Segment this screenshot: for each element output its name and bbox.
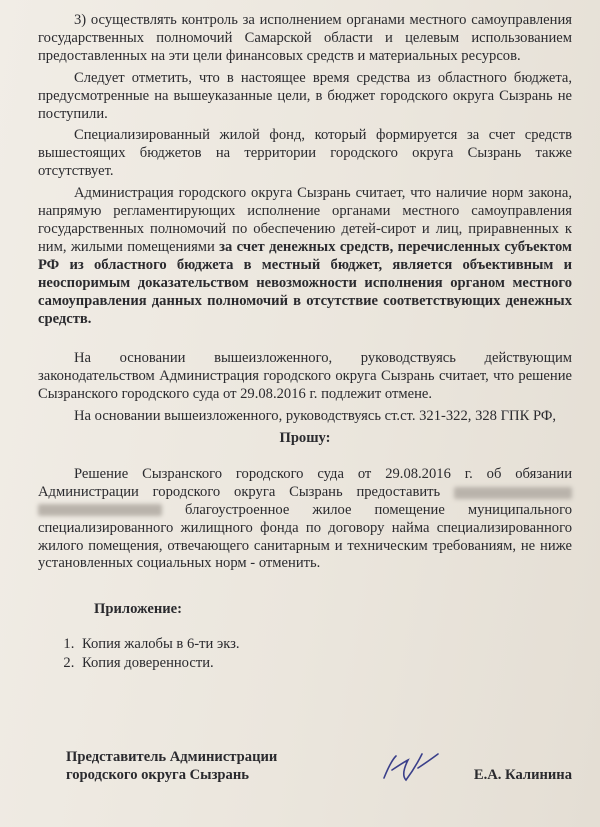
- paragraph-housing-fund: Специализированный жилой фонд, который формируется за счет средств вышестоящих бюджетов на территории городского округа Сызрань также отсутствует.: [38, 127, 572, 180]
- signer-title-line2: городского округа Сызрань: [66, 767, 249, 783]
- paragraph-legal-basis: На основании вышеизложенного, руководствуясь ст.ст. 321-322, 328 ГПК РФ,: [74, 408, 557, 425]
- paragraph-decision-cancel: На основании вышеизложенного, руководствуясь действующим законодательством Администрация городского округа Сызрань считает, что решение Сызранского городского суда от 29.08.2016 г. подлежит отмене.: [38, 350, 572, 403]
- appendix-item: 1. Копия жалобы в 6-ти экз.: [78, 635, 572, 654]
- paragraph-control: 3) осуществлять контроль за исполнением органами местного самоуправления государственных полномочий Самарской области и целевым использованием предоставленных на эти цели финансовых средств и материальных ресурсов.: [38, 12, 572, 64]
- signer-title-line1: Представитель Администрации: [66, 749, 278, 765]
- paragraph-request: [38, 466, 572, 573]
- request-text-start: Решение Сызранского городского суда от 29.08.2016 г. об обязании Администрации городского округа Сызрань предоставить: [38, 465, 572, 500]
- paragraph-administration-position: [38, 185, 572, 328]
- paragraph-administration-bold: за счет денежных средств, перечисленных субъектом РФ из областного бюджета в местный бюджет, является объективным и неоспоримым доказательством невозможности исполнения органом местного самоуправления данных полномочий в отсутствие соответствующих денежных средств.: [38, 238, 572, 327]
- redacted-name-part1: [454, 487, 572, 499]
- signature-block: [66, 748, 572, 784]
- paragraph-administration-text: Администрация городского округа Сызрань считает, что наличие норм закона, напрямую регламентирующих исполнение органами местного самоуправления государственных полномочий по обеспечению детей-сирот и лиц, приравненных к ним, жилыми помещениями: [38, 185, 572, 255]
- appendix-item: 2. Копия доверенности.: [78, 654, 572, 673]
- paragraph-funds-not-received: Следует отметить, что в настоящее время средства из областного бюджета, предусмотренные на вышеуказанные цели, в бюджет городского округа Сызрань не поступили.: [38, 69, 572, 122]
- appendix-title: Приложение:: [94, 601, 183, 618]
- appendix-list: [38, 635, 572, 673]
- request-heading: Прошу:: [279, 430, 331, 447]
- handwritten-signature: [378, 748, 458, 788]
- request-text-end: благоустроенное жилое помещение муниципального специализированного жилищного фонда по договору найма специализированного жилого помещения, отвечающего санитарным и техническим требованиям, не ниже установленных социальных норм - отменить.: [38, 501, 572, 572]
- redacted-name-part2: [38, 504, 162, 516]
- signer-name: Е.А. Калинина: [473, 767, 572, 783]
